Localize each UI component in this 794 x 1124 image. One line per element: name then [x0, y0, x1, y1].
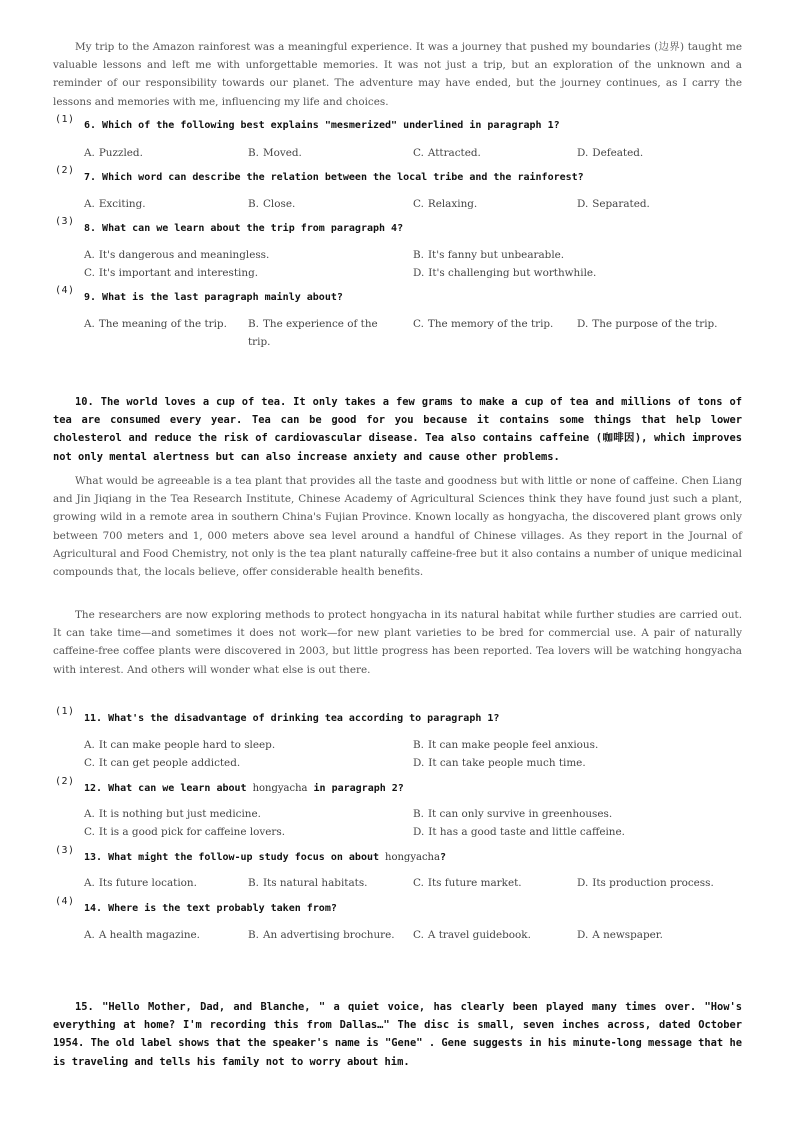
passage1-closing-paragraph: My trip to the Amazon rainforest was a meaningful experience. It was a journey that pushed my boundaries (边界) taught me valuable lessons and left me with unforgettable memories. It was not just a trip, but an exploration of the unknown and a reminder of our responsibility towards our planet. The adventure may have ended, but the journey continues, as I carry the lessons and memories with me, influencing my life and choices. — [53, 41, 742, 108]
q13-option-a[interactable]: A. Its future location. — [84, 877, 197, 889]
q6-option-d[interactable]: D. Defeated. — [577, 147, 644, 159]
q6-option-b[interactable]: B. Moved. — [248, 147, 302, 159]
q11-option-a[interactable]: A. It can make people hard to sleep. — [84, 739, 276, 751]
q8-option-a[interactable]: A. It's dangerous and meaningless. — [84, 249, 270, 261]
question-9-text: 9. What is the last paragraph mainly about? — [84, 292, 343, 303]
question-14-text: 14. Where is the text probably taken from? — [84, 903, 337, 914]
q6-option-a[interactable]: A. Puzzled. — [84, 147, 143, 159]
q9-option-b[interactable]: B. The experience of the trip. — [248, 318, 378, 348]
passage2-intro: 10. The world loves a cup of tea. It only takes a few grams to make a cup of tea and millions of tons of tea are consumed every year. Tea can be good for you because it contains some things that help lower cholesterol and reduce the risk of cardiovascular disease. Tea also contains caffeine (咖啡因), which improves not only mental alertness but can also increase anxiety and cause other problems. — [53, 396, 742, 463]
passage3-intro: 15. "Hello Mother, Dad, and Blanche, " a quiet voice, has clearly been played many times over. "How's everything at home? I'm recording this from Dallas…" The disc is small, seven inches across, dated October 1954. The old label shows that the speaker's name is "Gene" . Gene suggests in his minute-long message that he is traveling and tells his family not to worry about him. — [53, 1001, 742, 1068]
question-number: (1) — [55, 706, 75, 717]
q11-option-b[interactable]: B. It can make people feel anxious. — [413, 739, 599, 751]
question-number: (4) — [55, 285, 75, 296]
question-number: (3) — [55, 845, 75, 856]
q9-option-d[interactable]: D. The purpose of the trip. — [577, 318, 718, 330]
question-13-text: 13. What might the follow-up study focus on about hongyacha? — [84, 852, 446, 863]
question-6-text: 6. Which of the following best explains "mesmerized" underlined in paragraph 1? — [84, 120, 560, 131]
q8-option-b[interactable]: B. It's fanny but unbearable. — [413, 249, 565, 261]
q7-option-c[interactable]: C. Relaxing. — [413, 198, 478, 210]
question-12-text: 12. What can we learn about hongyacha in paragraph 2? — [84, 783, 404, 794]
q12-option-a[interactable]: A. It is nothing but just medicine. — [84, 808, 261, 820]
question-number: (1) — [55, 114, 75, 125]
passage2-paragraph-2: What would be agreeable is a tea plant that provides all the taste and goodness but with little or none of caffeine. Chen Liang and Jin Jiqiang in the Tea Research Institute, Chinese Academy of Agricultural Sciences think they have found just such a plant, growing wild in a remote area in southern China's Fujian Province. Known locally as hongyacha, the discovered plant grows only between 700 meters and 1, 000 meters above sea level around a handful of Chinese villages. As they report in the Journal of Agricultural and Food Chemistry, not only is the tea plant naturally caffeine-free but it also contains a number of unique medicinal compounds that, the locals believe, offer considerable health benefits. — [53, 475, 742, 579]
question-11-text: 11. What's the disadvantage of drinking tea according to paragraph 1? — [84, 713, 500, 724]
q9-option-c[interactable]: C. The memory of the trip. — [413, 318, 554, 330]
passage2-paragraph-3: The researchers are now exploring methods to protect hongyacha in its natural habitat while further studies are carried out. It can take time—and sometimes it does not work—for new plant varieties to be bred for commercial use. A pair of naturally caffeine-free coffee plants were discovered in 2003, but little progress has been reported. Tea lovers will be watching hongyacha with interest. And others will wonder what else is out there. — [53, 609, 742, 676]
q8-option-c[interactable]: C. It's important and interesting. — [84, 267, 259, 279]
q14-option-d[interactable]: D. A newspaper. — [577, 929, 663, 941]
q7-option-a[interactable]: A. Exciting. — [84, 198, 146, 210]
q9-option-a[interactable]: A. The meaning of the trip. — [84, 318, 227, 330]
q14-option-b[interactable]: B. An advertising brochure. — [248, 929, 395, 941]
q11-option-d[interactable]: D. It can take people much time. — [413, 757, 586, 769]
q14-option-c[interactable]: C. A travel guidebook. — [413, 929, 531, 941]
question-number: (2) — [55, 776, 75, 787]
q11-option-c[interactable]: C. It can get people addicted. — [84, 757, 241, 769]
q13-option-d[interactable]: D. Its production process. — [577, 877, 714, 889]
q12-option-d[interactable]: D. It has a good taste and little caffeine. — [413, 826, 625, 838]
question-8-text: 8. What can we learn about the trip from paragraph 4? — [84, 223, 404, 234]
q13-option-c[interactable]: C. Its future market. — [413, 877, 522, 889]
question-number: (4) — [55, 896, 75, 907]
q12-option-b[interactable]: B. It can only survive in greenhouses. — [413, 808, 613, 820]
q7-option-d[interactable]: D. Separated. — [577, 198, 650, 210]
q7-option-b[interactable]: B. Close. — [248, 198, 296, 210]
q13-option-b[interactable]: B. Its natural habitats. — [248, 877, 368, 889]
q12-option-c[interactable]: C. It is a good pick for caffeine lovers. — [84, 826, 286, 838]
q14-option-a[interactable]: A. A health magazine. — [84, 929, 200, 941]
question-number: (3) — [55, 216, 75, 227]
q6-option-c[interactable]: C. Attracted. — [413, 147, 481, 159]
q8-option-d[interactable]: D. It's challenging but worthwhile. — [413, 267, 597, 279]
term-hongyacha: hongyacha — [385, 852, 440, 863]
question-7-text: 7. Which word can describe the relation between the local tribe and the rainforest? — [84, 172, 584, 183]
question-number: (2) — [55, 165, 75, 176]
term-hongyacha: hongyacha — [252, 783, 308, 794]
